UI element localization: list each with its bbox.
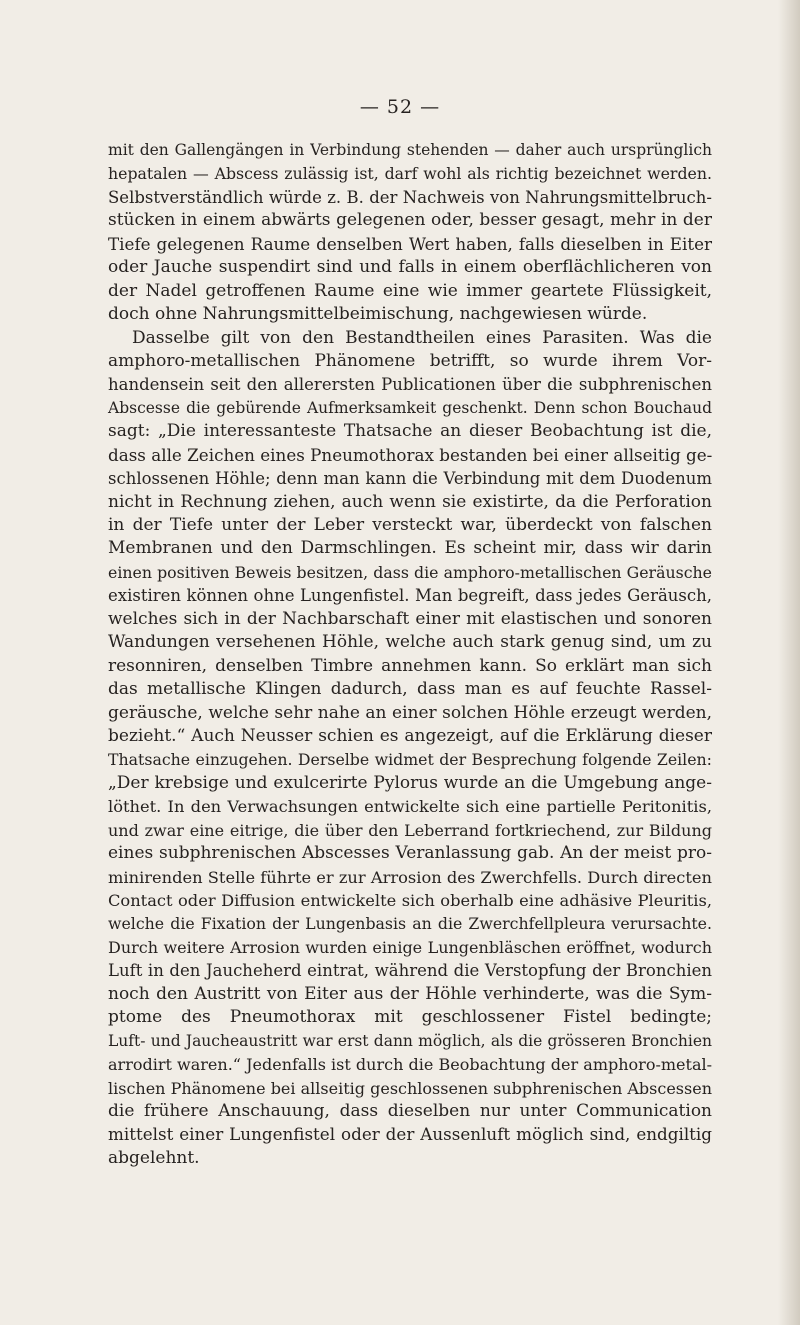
- text-line: und zwar eine eitrige, die über den Leberrand fortkriechend, zur Bildung: [108, 820, 712, 840]
- text-line: Contact oder Diffusion entwickelte sich oberhalb eine adhäsive Pleuritis,: [108, 891, 712, 910]
- page-edge-shadow: [778, 0, 800, 1325]
- text-line: lischen Phänomene bei allseitig geschlossenen subphrenischen Abscessen: [108, 1078, 712, 1098]
- text-line: minirenden Stelle führte er zur Arrosion des Zwerchfells. Durch directen: [108, 867, 712, 887]
- text-line: resonniren, denselben Timbre annehmen kann. So erklärt man sich: [108, 655, 712, 676]
- text-line: doch ohne Nahrungsmittelbeimischung, nachgewiesen würde.: [108, 304, 648, 325]
- text-line: Selbstverständlich würde z. B. der Nachweis von Nahrungsmittelbruch-: [108, 187, 712, 207]
- text-line: hepatalen — Abscess zulässig ist, darf wohl als richtig bezeichnet werden.: [108, 164, 712, 184]
- text-line: noch den Austritt von Eiter aus der Höhle verhinderte, was die Sym-: [108, 983, 712, 1004]
- text-line: mit den Gallengängen in Verbindung stehenden — daher auch ursprünglich: [108, 141, 712, 159]
- text-line: stücken in einem abwärts gelegenen oder, besser gesagt, mehr in der: [108, 210, 712, 231]
- text-line: Tiefe gelegenen Raume denselben Wert haben, falls dieselben in Eiter: [108, 233, 712, 254]
- text-line: einen positiven Beweis besitzen, dass die amphoro-metallischen Geräusche: [108, 562, 712, 582]
- text-line: bezieht.“ Auch Neusser schien es angezeigt, auf die Erklärung dieser: [108, 725, 712, 746]
- text-line: Wandungen versehenen Höhle, welche auch stark genug sind, um zu: [108, 632, 712, 653]
- text-line: geräusche, welche sehr nahe an einer solchen Höhle erzeugt werden,: [108, 702, 712, 723]
- text-line: sagt: „Die interessanteste Thatsache an dieser Beobachtung ist die,: [108, 421, 712, 442]
- text-line: Dasselbe gilt von den Bestandtheilen eines Parasiten. Was die: [132, 327, 712, 348]
- text-line: Abscesse die gebürende Aufmerksamkeit geschenkt. Denn schon Bouchaud: [108, 398, 712, 417]
- text-line: abgelehnt.: [108, 1147, 200, 1168]
- text-line: arrodirt waren.“ Jedenfalls ist durch die Beobachtung der amphoro-metal-: [108, 1055, 712, 1075]
- text-line: ptome des Pneumothorax mit geschlossener Fistel bedingte;: [108, 1007, 712, 1028]
- page-number: — 52 —: [359, 96, 441, 118]
- text-line: welche die Fixation der Lungenbasis an die Zwerchfellpleura verursachte.: [108, 914, 712, 934]
- text-line: eines subphrenischen Abscesses Veranlassung gab. An der meist pro-: [108, 843, 712, 864]
- text-line: amphoro-metallischen Phänomene betrifft, so wurde ihrem Vor-: [108, 350, 712, 371]
- text-line: welches sich in der Nachbarschaft einer mit elastischen und sonoren: [108, 608, 712, 629]
- text-line: in der Tiefe unter der Leber versteckt war, überdeckt von falschen: [108, 515, 712, 535]
- text-line: löthet. In den Verwachsungen entwickelte sich eine partielle Peritonitis,: [108, 797, 712, 817]
- text-line: schlossenen Höhle; denn man kann die Verbindung mit dem Duodenum: [108, 469, 712, 489]
- text-line: Luft in den Jaucheherd eintrat, während die Verstopfung der Bronchien: [108, 961, 712, 981]
- text-line: das metallische Klingen dadurch, dass man es auf feuchte Rassel-: [108, 679, 712, 700]
- text-line: oder Jauche suspendirt sind und falls in einem oberflächlicheren von: [108, 257, 712, 278]
- text-line: Durch weitere Arrosion wurden einige Lungenbläschen eröffnet, wodurch: [108, 937, 712, 957]
- text-line: der Nadel getroffenen Raume eine wie immer geartete Flüssigkeit,: [108, 280, 712, 301]
- text-line: mittelst einer Lungenfistel oder der Aussenluft möglich sind, endgiltig: [108, 1124, 712, 1145]
- body-text: [108, 139, 712, 1170]
- text-line: „Der krebsige und exulcerirte Pylorus wurde an die Umgebung ange-: [108, 772, 712, 793]
- text-line: Membranen und den Darmschlingen. Es scheint mir, dass wir darin: [108, 538, 712, 559]
- text-line: Thatsache einzugehen. Derselbe widmet der Besprechung folgende Zeilen:: [108, 750, 712, 770]
- text-line: Luft- und Jaucheaustritt war erst dann möglich, als die grösseren Bronchien: [108, 1031, 712, 1050]
- text-line: dass alle Zeichen eines Pneumothorax bestanden bei einer allseitig ge-: [108, 444, 713, 465]
- text-line: nicht in Rechnung ziehen, auch wenn sie existirte, da die Perforation: [108, 491, 712, 512]
- text-line: existiren können ohne Lungenfistel. Man begreift, dass jedes Geräusch,: [108, 586, 712, 606]
- text-line: die frühere Anschauung, dass dieselben nur unter Communication: [108, 1100, 712, 1121]
- text-line: handensein seit den allerersten Publicationen über die subphrenischen: [108, 375, 712, 395]
